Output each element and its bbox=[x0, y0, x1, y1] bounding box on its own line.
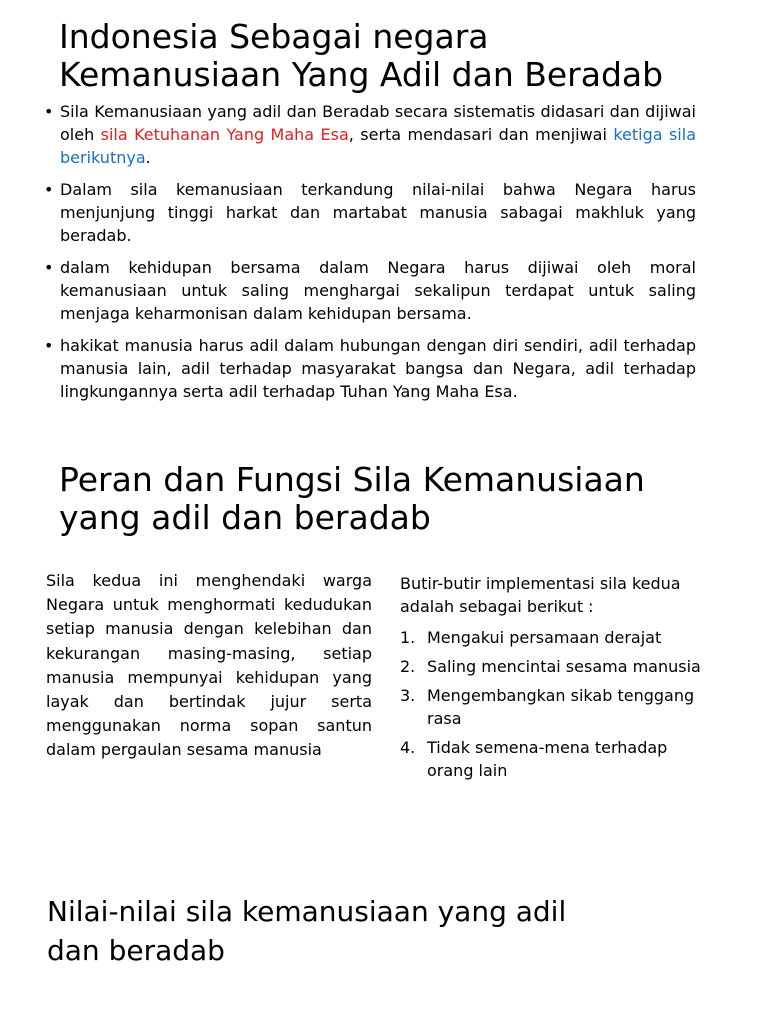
bullet-text: Dalam sila kemanusiaan terkandung nilai-nilai bahwa Negara harus menjunjung tinggi harkat dan martabat manusia sabagai makhluk yang beradab. bbox=[60, 180, 696, 245]
list-text: Tidak semena-mena terhadap orang lain bbox=[427, 738, 668, 780]
section2-title-line1: Peran dan Fungsi Sila Kemanusiaan bbox=[59, 460, 645, 499]
list-number: 3. bbox=[400, 686, 416, 705]
list-item bbox=[400, 684, 710, 730]
list-text: Mengakui persamaan derajat bbox=[427, 628, 662, 647]
bullet-dot: • bbox=[44, 336, 54, 355]
bullet-dot: • bbox=[44, 258, 54, 277]
list-item bbox=[400, 655, 710, 678]
list-item bbox=[400, 736, 710, 782]
bullet-item bbox=[44, 178, 696, 247]
list-text: Saling mencintai sesama manusia bbox=[427, 657, 701, 676]
bullet-dot: • bbox=[44, 102, 54, 121]
list-item bbox=[400, 626, 710, 649]
section1-title-line1: Indonesia Sebagai negara bbox=[59, 17, 489, 56]
implementation-list bbox=[400, 626, 710, 782]
highlight-ketuhanan: sila Ketuhanan Yang Maha Esa bbox=[100, 125, 349, 144]
bullet-text: Sila Kemanusiaan yang adil dan Beradab secara sistematis didasari dan dijiwai oleh bbox=[60, 102, 696, 144]
bullet-dot: • bbox=[44, 180, 54, 199]
implementation-intro: Butir-butir implementasi sila kedua adalah sebagai berikut : bbox=[400, 574, 681, 616]
list-number: 1. bbox=[400, 628, 416, 647]
list-number: 4. bbox=[400, 738, 416, 757]
bullet-item bbox=[44, 100, 696, 169]
bullet-item bbox=[44, 334, 696, 403]
section2-title-line2: yang adil dan beradab bbox=[59, 498, 431, 537]
highlight-ketiga-sila: ketiga sila berikutnya bbox=[60, 125, 697, 167]
section1-bullet-list bbox=[44, 100, 696, 412]
bullet-text: , serta mendasari dan menjiwai bbox=[348, 125, 614, 144]
section3-title bbox=[47, 892, 727, 970]
section3-title-line1: Nilai-nilai sila kemanusiaan yang adil bbox=[47, 895, 567, 928]
list-number: 2. bbox=[400, 657, 416, 676]
bullet-text: hakikat manusia harus adil dalam hubungan dengan diri sendiri, adil terhadap manusia lain, adil terhadap masyarakat bangsa dan Negara, adil terhadap lingkungannya serta adil terhadap Tuhan Yang Maha Esa. bbox=[60, 336, 696, 401]
bullet-text: dalam kehidupan bersama dalam Negara harus dijiwai oleh moral kemanusiaan untuk saling menghargai sekalipun terdapat untuk saling menjaga keharmonisan dalam kehidupan bersama. bbox=[60, 258, 696, 323]
bullet-text: . bbox=[145, 148, 151, 167]
implementation-column bbox=[400, 572, 710, 788]
section2-paragraph: Sila kedua ini menghendaki warga Negara untuk menghormati kedudukan setiap manusia dengan kelebihan dan kekurangan masing-masing, setiap manusia mempunyai kehidupan yang layak dan bertindak jujur serta menggunakan norma sopan santun dalam pergaulan sesama manusia bbox=[46, 571, 372, 760]
section2-title bbox=[59, 461, 739, 537]
bullet-item bbox=[44, 256, 696, 325]
section1-title bbox=[59, 18, 759, 94]
list-text: Mengembangkan sikab tenggang rasa bbox=[427, 686, 695, 728]
section1-title-line2: Kemanusiaan Yang Adil dan Beradab bbox=[59, 55, 664, 94]
section3-title-line2: dan beradab bbox=[47, 934, 225, 967]
